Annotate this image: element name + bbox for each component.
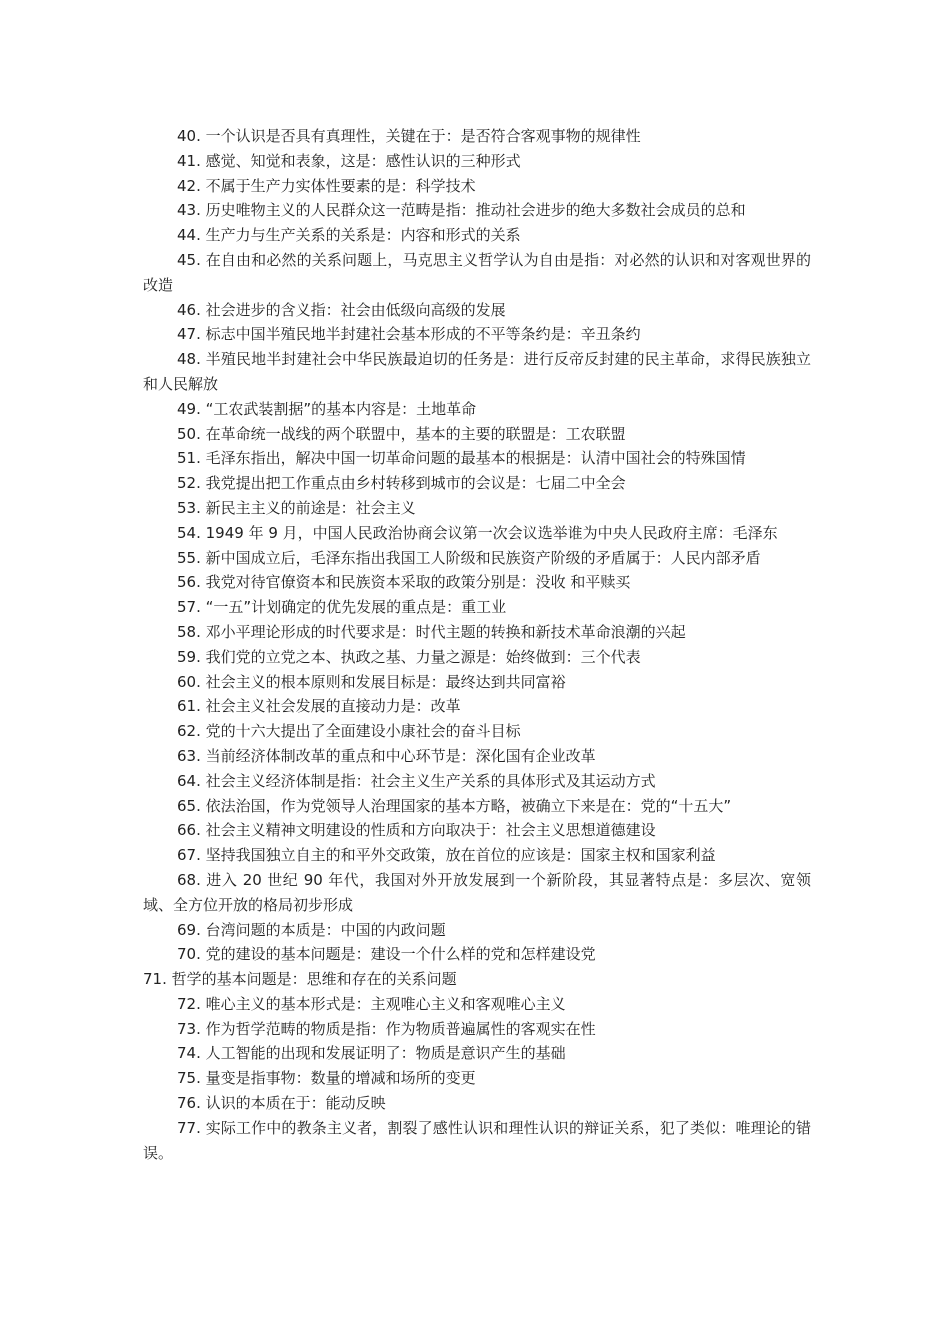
list-item: 66. 社会主义精神文明建设的性质和方向取决于：社会主义思想道德建设 — [177, 821, 656, 840]
list-item: 55. 新中国成立后，毛泽东指出我国工人阶级和民族资产阶级的矛盾属于：人民内部矛盾 — [177, 548, 761, 567]
list-item: 47. 标志中国半殖民地半封建社会基本形成的不平等条约是：辛丑条约 — [177, 325, 641, 344]
list-item: 57. “一五”计划确定的优先发展的重点是：重工业 — [177, 598, 507, 617]
list-item: 50. 在革命统一战线的两个联盟中，基本的主要的联盟是：工农联盟 — [177, 424, 626, 443]
list-item: 72. 唯心主义的基本形式是：主观唯心主义和客观唯心主义 — [177, 994, 566, 1013]
list-item: 59. 我们党的立党之本、执政之基、力量之源是：始终做到：三个代表 — [177, 647, 641, 666]
list-item: 74. 人工智能的出现和发展证明了：物质是意识产生的基础 — [177, 1044, 566, 1063]
list-item: 51. 毛泽东指出，解决中国一切革命问题的最基本的根据是：认清中国社会的特殊国情 — [177, 449, 746, 468]
list-item: 52. 我党提出把工作重点由乡村转移到城市的会议是：七届二中全会 — [177, 474, 626, 493]
list-item: 44. 生产力与生产关系的关系是：内容和形式的关系 — [177, 226, 521, 245]
list-item: 69. 台湾问题的本质是：中国的内政问题 — [177, 920, 446, 939]
list-item: 76. 认识的本质在于：能动反映 — [177, 1094, 386, 1113]
list-item: 45. 在自由和必然的关系问题上，马克思主义哲学认为自由是指：对必然的认识和对客观世界的改造 — [143, 250, 811, 294]
question-list — [143, 124, 811, 1165]
list-item: 71. 哲学的基本问题是：思维和存在的关系问题 — [143, 970, 457, 989]
list-item: 43. 历史唯物主义的人民群众这一范畴是指：推动社会进步的绝大多数社会成员的总和 — [177, 201, 746, 220]
list-item: 75. 量变是指事物：数量的增减和场所的变更 — [177, 1069, 476, 1088]
list-item: 46. 社会进步的含义指：社会由低级向高级的发展 — [177, 300, 506, 319]
list-item: 42. 不属于生产力实体性要素的是：科学技术 — [177, 176, 476, 195]
list-item: 56. 我党对待官僚资本和民族资本采取的政策分别是：没收 和平赎买 — [177, 573, 631, 592]
list-item: 48. 半殖民地半封建社会中华民族最迫切的任务是：进行反帝反封建的民主革命，求得民族独立和人民解放 — [143, 350, 811, 393]
list-item: 63. 当前经济体制改革的重点和中心环节是：深化国有企业改革 — [177, 746, 596, 765]
list-item: 58. 邓小平理论形成的时代要求是：时代主题的转换和新技术革命浪潮的兴起 — [177, 622, 686, 641]
list-item: 68. 进入 20 世纪 90 年代，我国对外开放发展到一个新阶段，其显著特点是：多层次、宽领域、全方位开放的格局初步形成 — [143, 870, 811, 914]
list-item: 49. “工农武装割据”的基本内容是：土地革命 — [177, 399, 477, 418]
list-item: 77. 实际工作中的教条主义者，割裂了感性认识和理性认识的辩证关系，犯了类似：唯理论的错误。 — [143, 1118, 811, 1162]
list-item: 53. 新民主主义的前途是：社会主义 — [177, 498, 416, 517]
list-item: 67. 坚持我国独立自主的和平外交政策，放在首位的应该是：国家主权和国家利益 — [177, 846, 716, 865]
list-item: 60. 社会主义的根本原则和发展目标是：最终达到共同富裕 — [177, 672, 566, 691]
list-item: 73. 作为哲学范畴的物质是指：作为物质普遍属性的客观实在性 — [177, 1019, 596, 1038]
list-item: 41. 感觉、知觉和表象，这是：感性认识的三种形式 — [177, 151, 521, 170]
list-item: 54. 1949 年 9 月，中国人民政治协商会议第一次会议选举谁为中央人民政府主席：毛泽东 — [177, 523, 778, 542]
list-item: 61. 社会主义社会发展的直接动力是：改革 — [177, 697, 461, 716]
list-item: 70. 党的建设的基本问题是：建设一个什么样的党和怎样建设党 — [177, 945, 596, 964]
list-item: 64. 社会主义经济体制是指：社会主义生产关系的具体形式及其运动方式 — [177, 771, 656, 790]
list-item: 65. 依法治国，作为党领导人治理国家的基本方略，被确立下来是在：党的“十五大” — [177, 796, 732, 815]
list-item: 62. 党的十六大提出了全面建设小康社会的奋斗目标 — [177, 722, 521, 741]
list-item: 40. 一个认识是否具有真理性，关键在于：是否符合客观事物的规律性 — [177, 127, 641, 145]
